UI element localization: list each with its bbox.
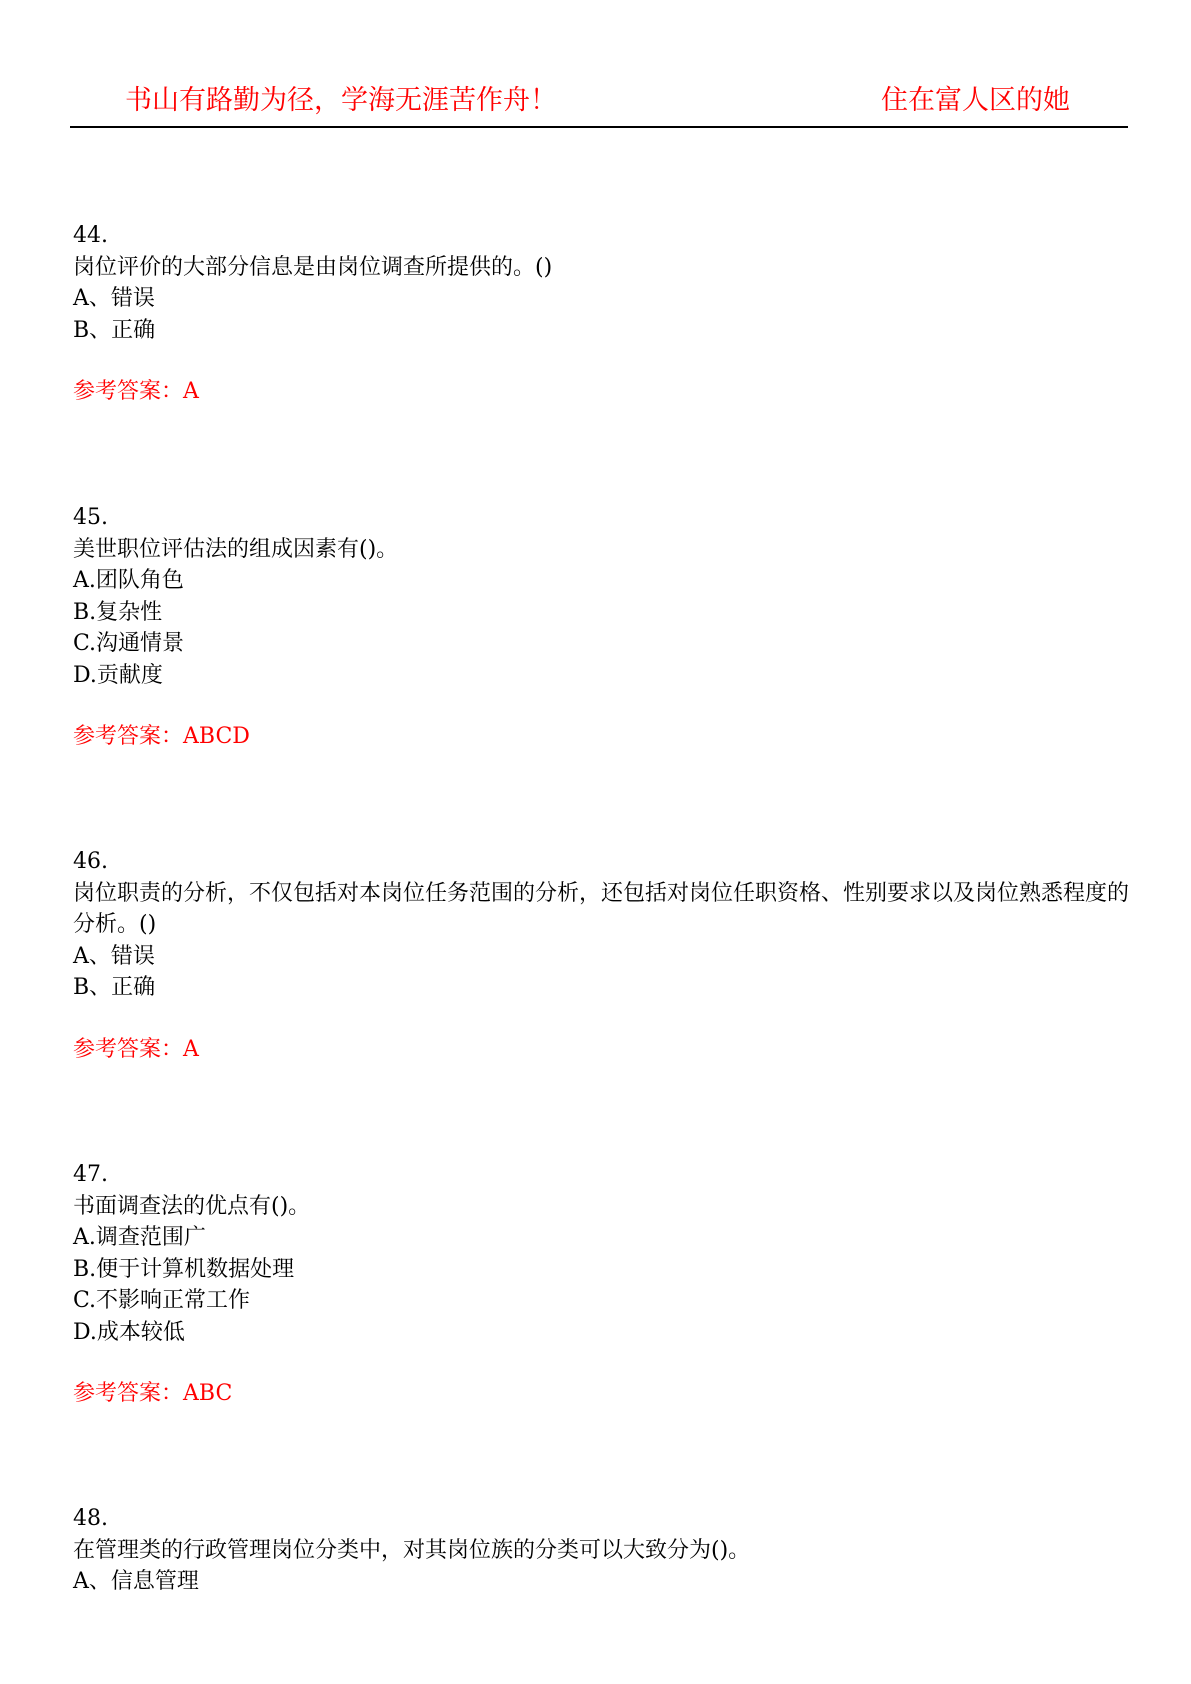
option-a: A、错误	[73, 286, 155, 311]
question-number: 48.	[73, 1506, 108, 1531]
option-c: C.不影响正常工作	[73, 1288, 251, 1313]
option-a: A.团队角色	[73, 568, 184, 593]
question-stem: 岗位职责的分析，不仅包括对本岗位任务范围的分析，还包括对岗位任职资格、性别要求以及岗位熟悉程度的分析。()	[73, 880, 1130, 937]
option-a: A、信息管理	[73, 1569, 199, 1594]
question-47	[73, 1159, 1133, 1410]
option-a: A、错误	[73, 943, 155, 969]
question-number: 47.	[73, 1162, 108, 1187]
option-b: B.便于计算机数据处理	[73, 1256, 295, 1282]
answer-label: 参考答案：	[73, 724, 184, 749]
answer-label: 参考答案：	[73, 379, 184, 404]
question-45	[73, 502, 1133, 753]
option-b: B、正确	[73, 975, 156, 1000]
header-motto: 书山有路勤为径，学海无涯苦作舟！	[125, 85, 557, 116]
option-a: A.调查范围广	[73, 1225, 206, 1250]
answer-value: ABC	[183, 1381, 233, 1406]
answer-label: 参考答案：	[73, 1381, 184, 1406]
option-b: B.复杂性	[73, 599, 163, 625]
option-c: C.沟通情景	[73, 631, 185, 656]
page-header	[70, 72, 1128, 128]
answer-label: 参考答案：	[73, 1036, 184, 1062]
answer-line	[73, 376, 1133, 408]
question-46	[73, 846, 1133, 1065]
question-stem: 书面调查法的优点有()。	[73, 1193, 311, 1219]
answer-line	[73, 1034, 1133, 1066]
question-number: 44.	[73, 223, 108, 248]
question-number: 46.	[73, 849, 108, 874]
question-stem: 在管理类的行政管理岗位分类中，对其岗位族的分类可以大致分为()。	[73, 1537, 751, 1563]
answer-line	[73, 721, 1133, 753]
option-d: D.贡献度	[73, 662, 163, 688]
header-author: 住在富人区的她	[881, 85, 1070, 116]
answer-value: A	[183, 379, 199, 404]
answer-value: ABCD	[183, 724, 250, 749]
question-stem: 美世职位评估法的组成因素有()。	[73, 536, 399, 562]
option-d: D.成本较低	[73, 1319, 185, 1345]
question-48	[73, 1503, 1133, 1598]
option-b: B、正确	[73, 317, 156, 343]
answer-value: A	[183, 1036, 199, 1062]
question-number: 45.	[73, 505, 108, 530]
question-44	[73, 220, 1133, 408]
question-stem: 岗位评价的大部分信息是由岗位调查所提供的。()	[73, 254, 553, 280]
answer-line	[73, 1378, 1133, 1410]
